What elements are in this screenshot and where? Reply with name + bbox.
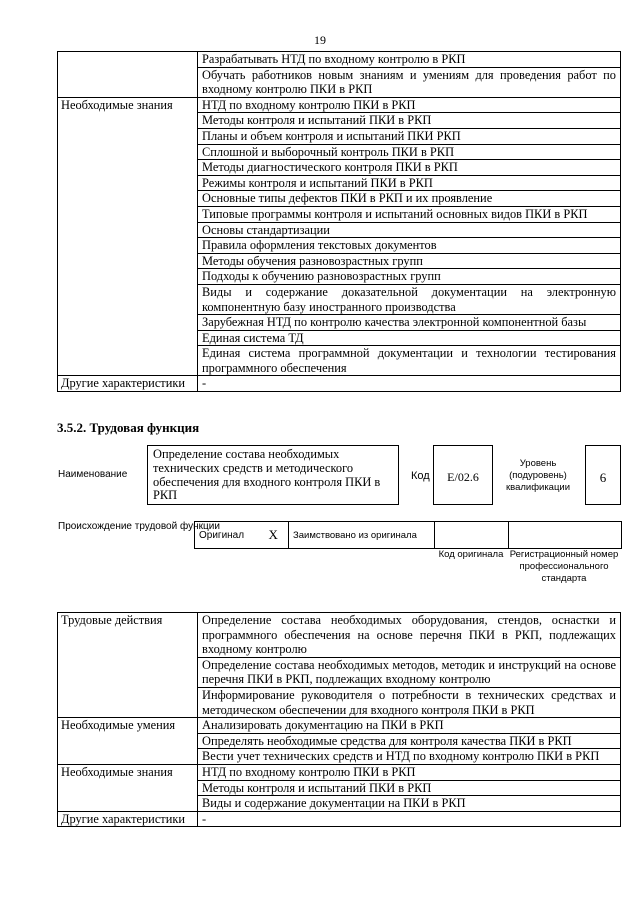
table-cell: Разрабатывать НТД по входному контролю в РКП [198, 52, 621, 68]
table-cell: Методы обучения разновозрастных групп [198, 253, 621, 269]
origin-table [194, 521, 622, 549]
reg-number-caption: Регистрационный номер профессионального стандарта [509, 549, 619, 584]
table-row [58, 376, 621, 392]
table-cell: Типовые программы контроля и испытаний основных видов ПКИ в РКП [198, 206, 621, 222]
table-cell: Обучать работников новым знаниям и умениям для проведения работ по входному контролю ПКИ в РКП [198, 67, 621, 97]
origin-code-cell [435, 522, 509, 549]
table-cell: Информирование руководителя о потребности в технических средствах и методическом обеспечении для входного контроля ПКИ в РКП [198, 687, 621, 717]
table-row [58, 97, 621, 113]
table-cell: - [198, 376, 621, 392]
function-code: Е/02.6 [433, 445, 493, 505]
table-row [58, 718, 621, 734]
table-cell: Методы контроля и испытаний ПКИ в РКП [198, 780, 621, 796]
table-cell: Планы и объем контроля и испытаний ПКИ РКП [198, 128, 621, 144]
row-label: Необходимые знания [58, 764, 198, 811]
table-cell: Анализировать документацию на ПКИ в РКП [198, 718, 621, 734]
table-cell: Сплошной и выборочный контроль ПКИ в РКП [198, 144, 621, 160]
row-label: Необходимые умения [58, 718, 198, 765]
row-label: Необходимые знания [58, 97, 198, 376]
page-number: 19 [314, 33, 326, 47]
table-cell: НТД по входному контролю ПКИ в РКП [198, 97, 621, 113]
table-cell: Вести учет технических средств и НТД по входному контролю ПКИ в РКП [198, 749, 621, 765]
table-row [195, 522, 622, 549]
origin-label: Происхождение трудовой функции [58, 521, 220, 532]
row-label [58, 52, 198, 98]
reg-number-cell [509, 522, 622, 549]
table-cell: Подходы к обучению разновозрастных групп [198, 269, 621, 285]
table-cell: Режимы контроля и испытаний ПКИ в РКП [198, 175, 621, 191]
table-cell: Основные типы дефектов ПКИ в РКП и их проявление [198, 191, 621, 207]
row-label: Другие характеристики [58, 376, 198, 392]
table-cell: Основы стандартизации [198, 222, 621, 238]
requirements-table-top [57, 51, 621, 392]
table-cell: Методы контроля и испытаний ПКИ в РКП [198, 113, 621, 129]
level-label: Уровень (подуровень) квалификации [505, 458, 571, 493]
code-label: Код [411, 470, 430, 482]
table-cell: Методы диагностического контроля ПКИ в РКП [198, 160, 621, 176]
table-cell: Единая система ТД [198, 330, 621, 346]
row-label: Трудовые действия [58, 613, 198, 718]
row-label: Другие характеристики [58, 811, 198, 827]
table-cell: Виды и содержание доказательной документации на электронную компонентную базу иностранного производства [198, 284, 621, 314]
table-cell: Определение состава необходимых методов, методик и инструкций на основе перечня ПКИ в РКП, подлежащих входному контролю [198, 657, 621, 687]
original-label: Оригинал [195, 522, 259, 549]
section-title: 3.5.2. Трудовая функция [57, 420, 200, 435]
origin-code-caption: Код оригинала [438, 549, 504, 560]
qualification-level: 6 [585, 445, 621, 505]
table-row [58, 811, 621, 827]
table-cell: НТД по входному контролю ПКИ в РКП [198, 764, 621, 780]
name-label: Наименование [58, 469, 128, 480]
table-cell: Зарубежная НТД по контролю качества электронной компонентной базы [198, 315, 621, 331]
table-row [58, 764, 621, 780]
requirements-table-bottom [57, 612, 621, 827]
table-cell: Определение состава необходимых оборудования, стендов, оснастки и программного обеспечения на основе перечня ПКИ в РКП, подлежащих входному контролю [198, 613, 621, 658]
table-row [58, 613, 621, 658]
borrowed-label: Заимствовано из оригинала [289, 522, 435, 549]
table-cell: - [198, 811, 621, 827]
table-row [58, 52, 621, 68]
table-cell: Виды и содержание документации на ПКИ в РКП [198, 796, 621, 812]
table-cell: Единая система программной документации и технологии тестирования программного обеспечения [198, 346, 621, 376]
table-cell: Правила оформления текстовых документов [198, 238, 621, 254]
function-name: Определение состава необходимых технических средств и методического обеспечения для входного контроля ПКИ в РКП [147, 445, 399, 505]
table-cell: Определять необходимые средства для контроля качества ПКИ в РКП [198, 733, 621, 749]
original-mark: Х [259, 522, 289, 549]
